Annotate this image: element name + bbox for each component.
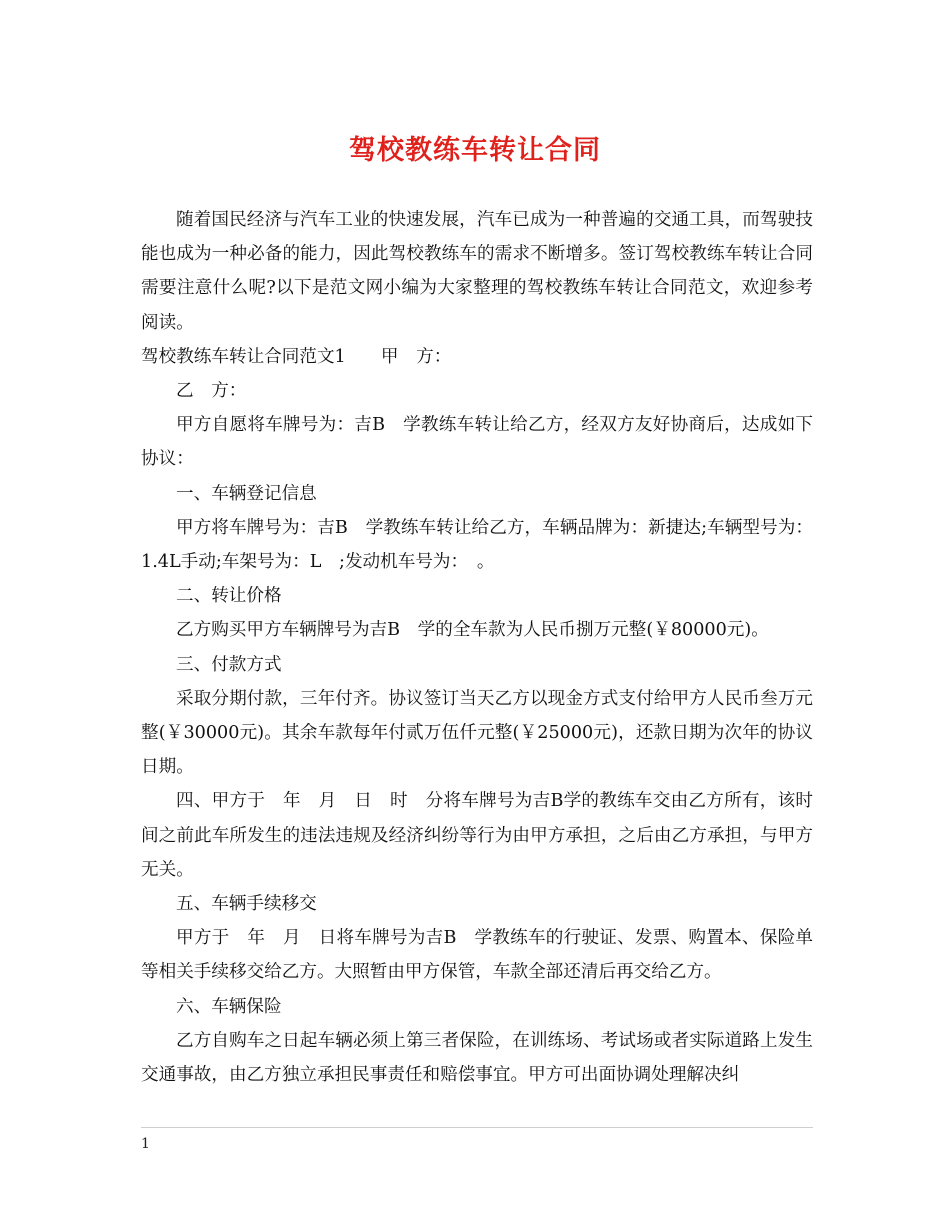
paragraph-sample-header: 驾校教练车转让合同范文1 甲 方： [141, 346, 452, 367]
page-number: 1 [141, 1136, 150, 1152]
paragraph-handover: 四、甲方于 年 月 日 时 分将车牌号为吉B学的教练车交由乙方所有，该时间之前此车所发生的违法违规及经济纠纷等行为由甲方承担，之后由乙方承担，与甲方无关。 [141, 791, 813, 880]
paragraph-documents: 甲方于 年 月 日将车牌号为吉B 学教练车的行驶证、发票、购置本、保险单等相关手续移交给乙方。大照暂由甲方保管，车款全部还清后再交给乙方。 [141, 928, 813, 983]
section-heading-3: 三、付款方式 [176, 654, 282, 675]
footer-divider [141, 1127, 813, 1128]
paragraph-intro: 随着国民经济与汽车工业的快速发展，汽车已成为一种普遍的交通工具，而驾驶技能也成为一种必备的能力，因此驾校教练车的需求不断增多。签订驾校教练车转让合同需要注意什么呢?以下是范文网小编为大家整理的驾校教练车转让合同范文，欢迎参考阅读。 [141, 210, 813, 333]
paragraph-price: 乙方购买甲方车辆牌号为吉B 学的全车款为人民币捌万元整(￥80000元)。 [176, 620, 769, 641]
section-heading-5: 五、车辆手续移交 [176, 894, 317, 915]
section-heading-6: 六、车辆保险 [176, 996, 282, 1017]
paragraph-vehicle-info: 甲方将车牌号为：吉B 学教练车转让给乙方，车辆品牌为：新捷达;车辆型号为：1.4L手动;车架号为：L ;发动机车号为： 。 [141, 517, 813, 573]
document-title: 驾校教练车转让合同 [349, 135, 601, 166]
paragraph-payment: 采取分期付款，三年付齐。协议签订当天乙方以现金方式支付给甲方人民币叁万元整(￥30000元)。其余车款每年付贰万伍仟元整(￥25000元)，还款日期为次年的协议日期。 [141, 688, 813, 778]
paragraph-party-b: 乙 方： [176, 381, 247, 402]
paragraph-agreement-intro: 甲方自愿将车牌号为：吉B 学教练车转让给乙方，经双方友好协商后，达成如下协议： [141, 415, 813, 470]
document-body [141, 203, 813, 1092]
section-heading-2: 二、转让价格 [176, 586, 282, 607]
section-heading-1: 一、车辆登记信息 [176, 483, 317, 504]
paragraph-insurance: 乙方自购车之日起车辆必须上第三者保险，在训练场、考试场或者实际道路上发生交通事故，由乙方独立承担民事责任和赔偿事宜。甲方可出面协调处理解决纠 [141, 1030, 813, 1086]
